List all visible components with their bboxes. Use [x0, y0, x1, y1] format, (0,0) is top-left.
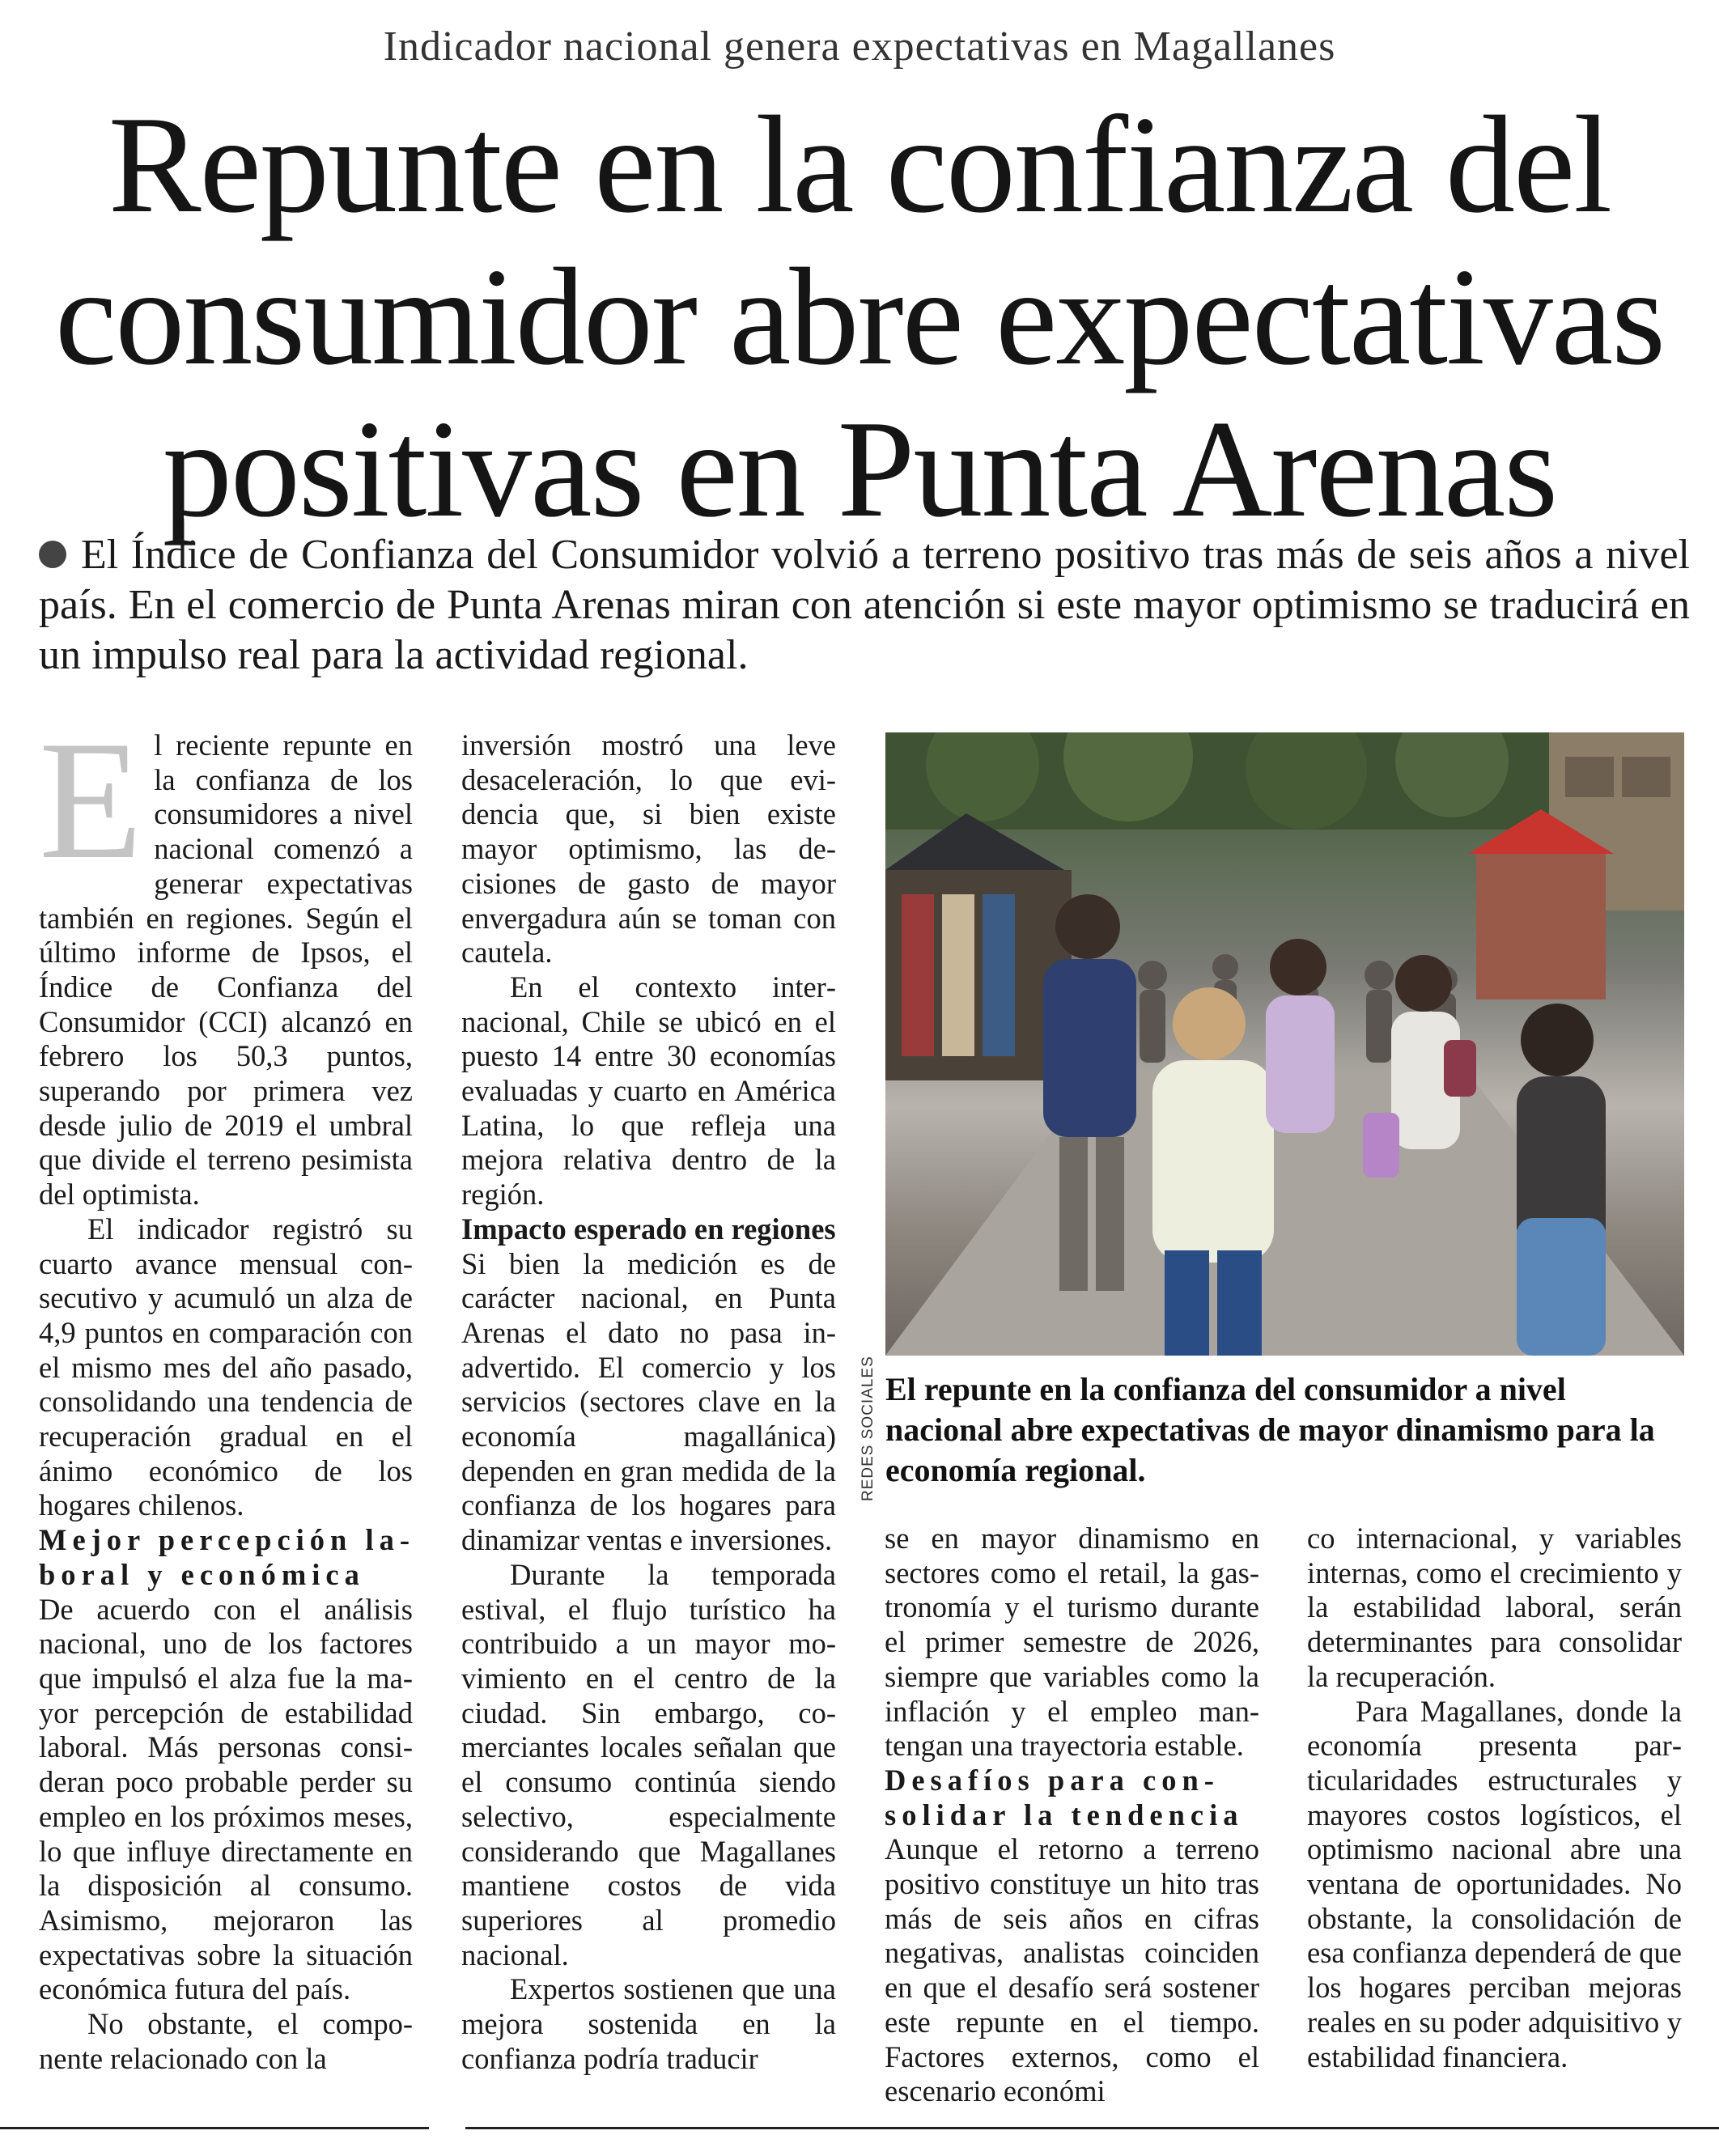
- article-paragraph: co internacional, y variables internas, como el crecimiento y la estabilidad laboral, serán determinantes para consolidar la recuperación.: [1307, 1522, 1682, 1693]
- article-subheading: Impacto esperado en regiones: [461, 1212, 836, 1246]
- bottom-rule-right: [465, 2127, 1719, 2129]
- street-crowd-illustration: [885, 732, 1684, 1356]
- bullet-icon: [39, 541, 66, 568]
- article-paragraph: No obstante, el componente relacionado con la: [39, 2007, 413, 2075]
- article-paragraph: El indicador registró su cuarto avance mensual consecutivo y acumuló un alza de 4,9 puntos en comparación con el mismo mes del año pasado, consolidando una tendencia de recuperación gradual en el ánimo económico de los hogares chilenos.: [39, 1212, 413, 1522]
- article-paragraph: De acuerdo con el análisis nacional, uno de los factores que impulsó el alza fue la mayor percepción de estabilidad laboral. Más personas consideran poco probable perder su empleo en los próximos meses, lo que influye directamente en la disposición al consumo. Asimismo, mejoraron las expectativas sobre la situación económica futura del país.: [39, 1592, 413, 2006]
- article-paragraph: se en mayor dinamismo en sectores como el retail, la gastronomía y el turismo durante el primer semestre de 2026, siempre que variables como la inflación y el empleo mantengan una trayectoria estable.: [885, 1522, 1259, 1763]
- drop-cap: E: [39, 707, 143, 894]
- photo-caption: El repunte en la confianza del consumidor a nivel nacional abre expectativas de mayor dinamismo para la economía regional.: [885, 1371, 1655, 1488]
- photo-credit: REDES SOCIALES: [860, 1356, 876, 1501]
- article-subheading: Mejor percepción laboral y económica: [39, 1523, 410, 1591]
- article-column-4: [1307, 1522, 1682, 2074]
- article-column-2: [461, 728, 836, 2076]
- kicker: Indicador nacional genera expectativas en Magallanes: [383, 23, 1336, 70]
- article-paragraph: En el contexto internacional, Chile se ubicó en el puesto 14 entre 30 economías evaluadas y cuarto en América Latina, lo que refleja una mejora relativa dentro de la región.: [461, 970, 836, 1212]
- article-column-1: [39, 707, 413, 2076]
- headline: [32, 89, 1687, 545]
- article-paragraph: Expertos sostienen que una mejora sostenida en la confianza podría traducir: [461, 1972, 836, 2075]
- street-photo: [885, 732, 1684, 1356]
- article-column-3: [885, 1522, 1259, 2109]
- article-paragraph: Si bien la medición es de carácter nacional, en Punta Arenas el dato no pasa inadvertido. El comercio y los servicios (sectores clave en la economía magallánica) dependen en gran medida de la confianza de los hogares para dinamizar ventas e inversiones.: [461, 1246, 836, 1557]
- article-paragraph: inversión mostró una leve desaceleración, lo que evidencia que, si bien existe mayor optimismo, las decisiones de gasto de mayor envergadura aún se toman con cautela.: [461, 728, 836, 970]
- bottom-rule-left: [0, 2127, 429, 2129]
- headline-line-3: positivas en Punta Arenas: [162, 393, 1557, 546]
- lead-text: El Índice de Confianza del Consumidor volvió a terreno positivo tras más de seis años a nivel país. En el comercio de Punta Arenas miran con atención si este mayor optimismo se traducirá en un impulso real para la actividad regional.: [39, 532, 1690, 678]
- lead-paragraph: [39, 530, 1690, 681]
- article-paragraph: Durante la temporada estival, el flujo turístico ha contribuido a un mayor movimiento en el centro de la ciudad. Sin embargo, comerciantes locales señalan que el consumo continúa siendo selectivo, especialmente considerando que Magallanes mantiene costos de vida superiores al promedio nacional.: [461, 1557, 836, 1971]
- headline-line-2: consumidor abre expectativas: [54, 240, 1665, 394]
- article-subheading: Desafíos para consolidar la tendencia: [885, 1763, 1244, 1831]
- article-paragraph: Aunque el retorno a terreno positivo constituye un hito tras más de seis años en cifras negativas, analistas coinciden en que el desafío será sostener este repunte en el tiempo. Factores externos, como el escenario económi: [885, 1832, 1259, 2108]
- headline-line-1: Repunte en la confianza del: [108, 88, 1611, 242]
- article-paragraph: l reciente repunte en la confianza de los consumidores a nivel nacional comenzó a generar expectativas también en regiones. Según el último informe de Ipsos, el Índice de Confianza del Consumidor (CCI) alcanzó en febrero los 50,3 puntos, superando por primera vez desde julio de 2019 el umbral que divide el terreno pesimista del optimista.: [39, 728, 413, 1212]
- article-paragraph: Para Magallanes, donde la economía presenta particularidades estructurales y mayores costos logísticos, el optimismo nacional abre una ventana de oportunidades. No obstante, la consolidación de esa confianza dependerá de que los hogares perciban mejoras reales en su poder adquisitivo y estabilidad financiera.: [1307, 1694, 1682, 2073]
